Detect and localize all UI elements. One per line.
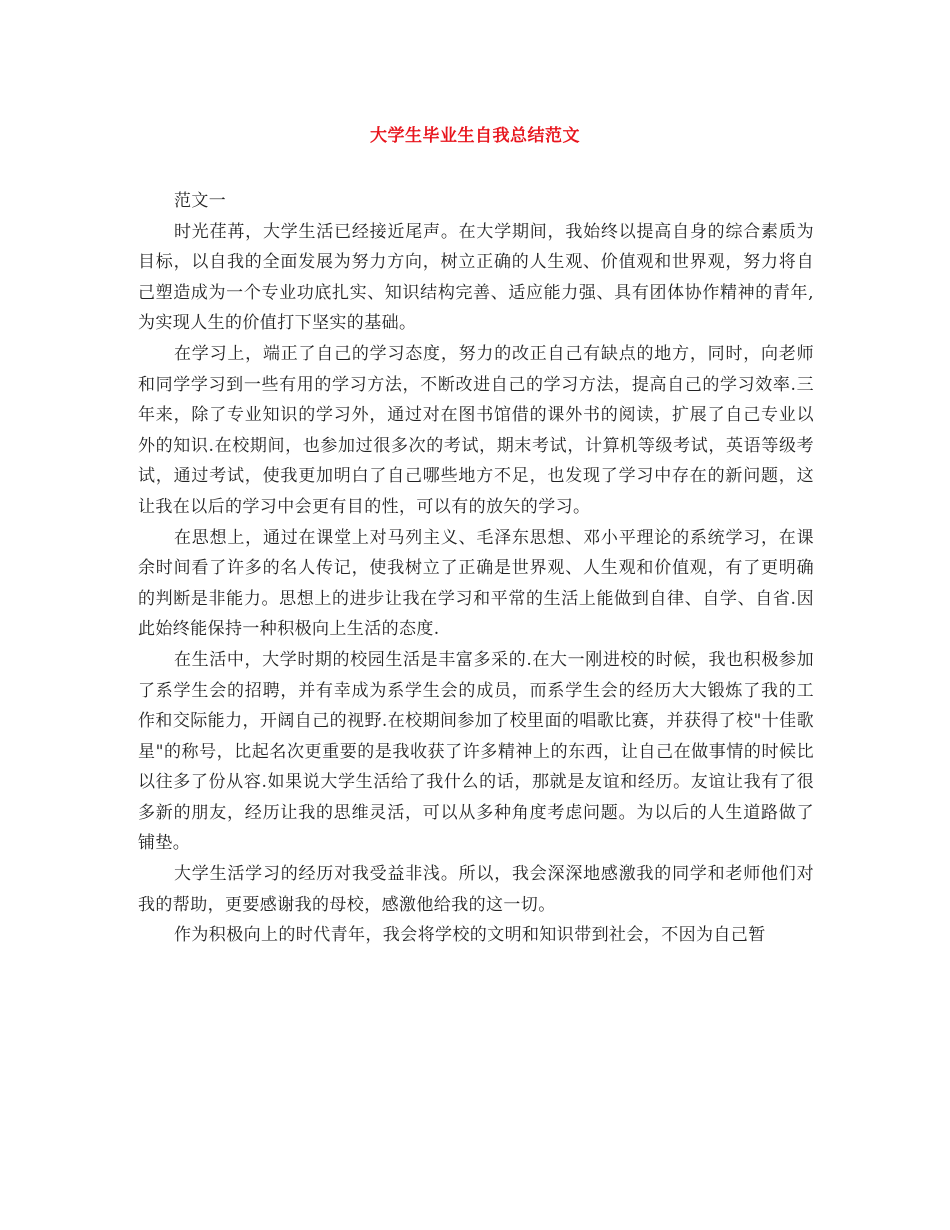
section-heading: 范文一 — [174, 191, 227, 211]
paragraph-future: 作为积极向上的时代青年，我会将学校的文明和知识带到社会，不因为自己暂 — [174, 925, 766, 946]
paragraph-study: 在学习上，端正了自己的学习态度，努力的改正自己有缺点的地方，同时，向老师和同学学习到一些有用的学习方法，不断改进自己的学习方法，提高自己的学习效率.三年来，除了专业知识的学习外，通过对在图书馆借的课外书的阅读，扩展了自己专业以外的知识.在校期间，也参加过很多次的考试，期末考试，计算机等级考试，英语等级考试，通过考试，使我更加明白了自己哪些地方不足，也发现了学习中存在的新问题，这让我在以后的学习中会更有目的性，可以有的放矢的学习。 — [138, 343, 814, 517]
document-body — [138, 186, 814, 951]
paragraph-gratitude: 大学生活学习的经历对我受益非浅。所以，我会深深地感激我的同学和老师他们对我的帮助，更要感谢我的母校，感激他给我的这一切。 — [138, 864, 814, 915]
paragraph-thought: 在思想上，通过在课堂上对马列主义、毛泽东思想、邓小平理论的系统学习，在课余时间看了许多的名人传记，使我树立了正确是世界观、人生观和价值观，有了更明确的判断是非能力。思想上的进步让我在学习和平常的生活上能做到自律、自学、自省.因此始终能保持一种积极向上生活的态度. — [138, 527, 814, 640]
paragraph-intro: 时光荏苒，大学生活已经接近尾声。在大学期间，我始终以提高自身的综合素质为目标，以自我的全面发展为努力方向，树立正确的人生观、价值观和世界观，努力将自己塑造成为一个专业功底扎实、知识结构完善、适应能力强、具有团体协作精神的青年,为实现人生的价值打下坚实的基础。 — [138, 221, 814, 334]
document-title: 大学生毕业生自我总结范文 — [370, 126, 580, 146]
paragraph-life: 在生活中，大学时期的校园生活是丰富多采的.在大一刚进校的时候，我也积极参加了系学生会的招聘，并有幸成为系学生会的成员，而系学生会的经历大大锻炼了我的工作和交际能力，开阔自己的视野.在校期间参加了校里面的唱歌比赛，并获得了校"十佳歌星"的称号，比起名次更重要的是我收获了许多精神上的东西，让自己在做事情的时候比以往多了份从容.如果说大学生活给了我什么的话，那就是友谊和经历。友谊让我有了很多新的朋友，经历让我的思维灵活，可以从多种角度考虑问题。为以后的人生道路做了铺垫。 — [138, 649, 814, 854]
